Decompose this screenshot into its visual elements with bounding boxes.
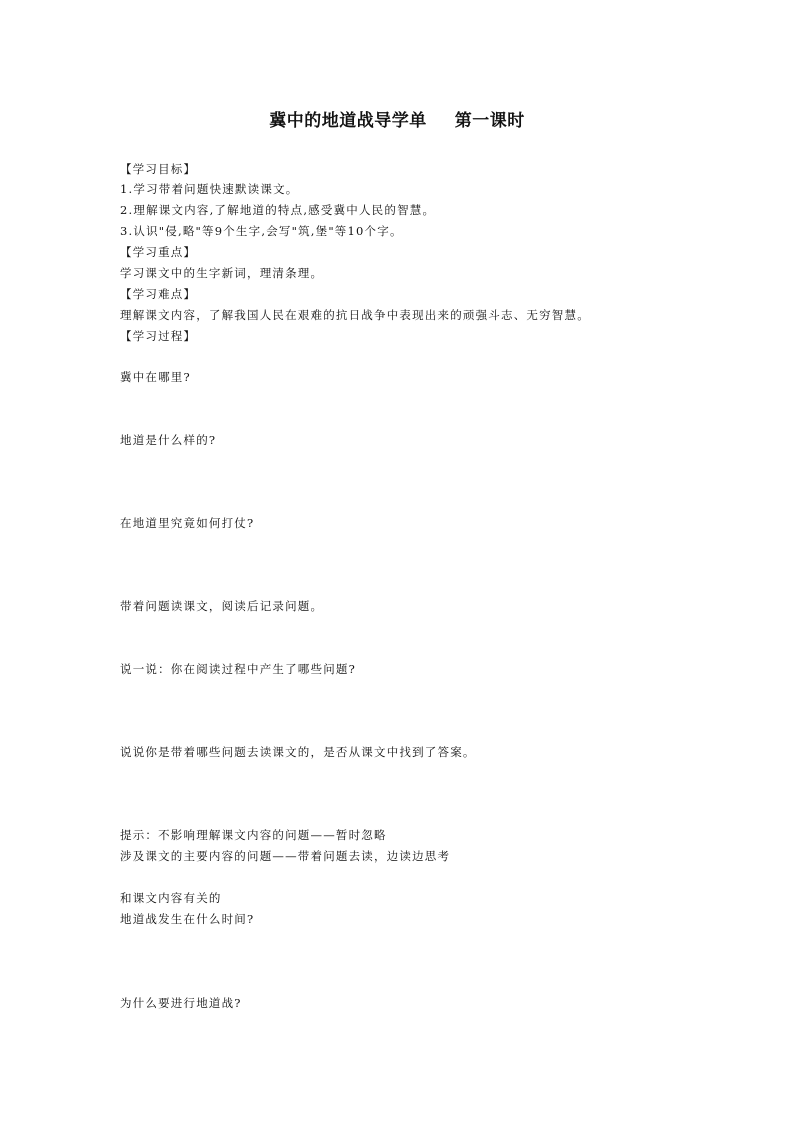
- question-1: 冀中在哪里?: [120, 370, 191, 384]
- title-main: 冀中的地道战导学单: [269, 111, 427, 131]
- page-title: [0, 106, 794, 131]
- question-3: 在地道里究竟如何打仗?: [120, 516, 255, 530]
- question-4: 带着问题读课文，阅读后记录问题。: [120, 599, 324, 613]
- goal-2: 2.理解课文内容,了解地道的特点,感受冀中人民的智慧。: [120, 203, 436, 217]
- question-2: 地道是什么样的?: [120, 433, 217, 447]
- goals-heading: 【学习目标】: [120, 162, 197, 176]
- difficulty-text: 理解课文内容，了解我国人民在艰难的抗日战争中表现出来的顽强斗志、无穷智慧。: [120, 308, 590, 322]
- question-8: 为什么要进行地道战?: [120, 996, 242, 1010]
- key-heading: 【学习重点】: [120, 245, 197, 259]
- title-sub: 第一课时: [454, 111, 525, 131]
- process-heading: 【学习过程】: [120, 329, 197, 343]
- key-text: 学习课文中的生字新词，理清条理。: [120, 266, 324, 280]
- tip-line-1: 提示：不影响理解课文内容的问题——暂时忽略: [120, 828, 387, 842]
- difficulty-heading: 【学习难点】: [120, 287, 197, 301]
- goal-3: 3.认识"侵,略"等9个生字,会写"筑,堡"等10个字。: [120, 224, 403, 238]
- goal-1: 1.学习带着问题快速默读课文。: [120, 182, 299, 196]
- question-7: 地道战发生在什么时间?: [120, 912, 255, 926]
- question-6: 说说你是带着哪些问题去读课文的，是否从课文中找到了答案。: [120, 745, 476, 759]
- related-heading: 和课文内容有关的: [120, 891, 222, 905]
- tip-line-2: 涉及课文的主要内容的问题——带着问题去读，边读边思考: [120, 849, 451, 863]
- question-5: 说一说：你在阅读过程中产生了哪些问题?: [120, 662, 356, 676]
